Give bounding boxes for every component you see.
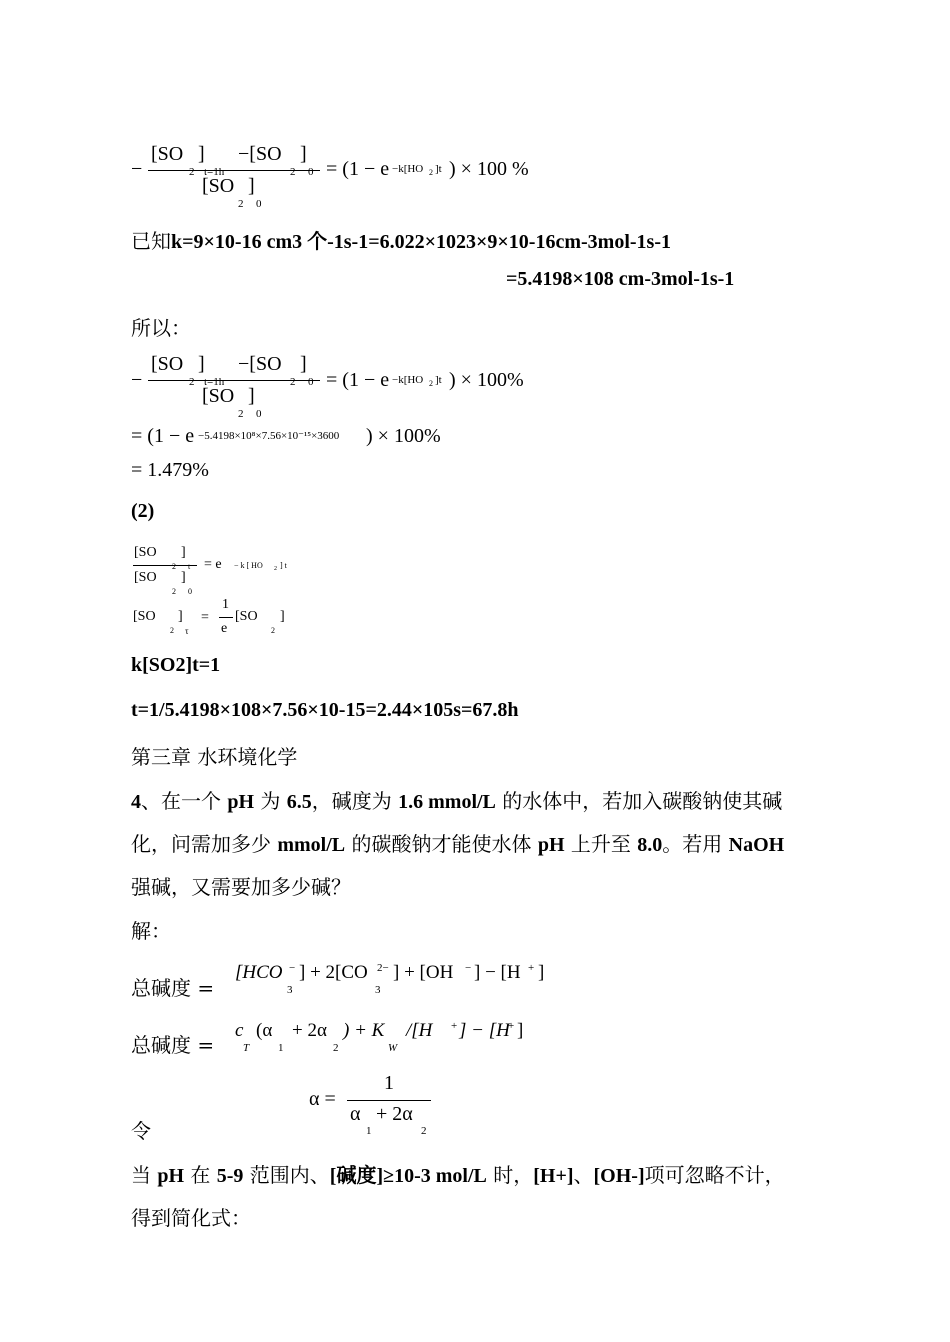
eq6-lhs-b: ]	[178, 609, 183, 624]
eq5-num-sub-t: t	[188, 562, 191, 571]
cond-l1-run: pH	[157, 1165, 185, 1187]
problem-l1-run: 6.5	[286, 791, 312, 813]
eq1-rhs-b: ) × 100 %	[449, 158, 529, 180]
eq5-rhs-exp-sub: 2	[274, 566, 277, 572]
cond-l1-run: 当	[131, 1163, 158, 1187]
alk2-p5: ] − [H	[459, 1020, 510, 1041]
known-text-2: =5.4198×108 cm-3mol-1s-1	[506, 268, 735, 290]
eq3-b: ) × 100%	[366, 425, 441, 447]
known-line	[131, 225, 671, 254]
alk1-a-sup: −	[289, 962, 296, 974]
eq2-rhs-exp-sub: 2	[429, 379, 433, 388]
alk1-c-sup: −	[465, 962, 472, 974]
problem-l2-run: NaOH	[728, 834, 785, 856]
eq1-minus: −	[131, 158, 143, 180]
condition-line-1	[131, 1159, 785, 1188]
eq6-lhs-a: [SO	[133, 609, 156, 624]
alk1-a: [HCO	[235, 962, 283, 983]
condition-line-2: 得到简化式：	[131, 1206, 251, 1230]
eq6-rhs-a: [SO	[235, 609, 258, 624]
alk2-p3: ) + K	[343, 1020, 385, 1041]
eq2-rhs-exp: −k[HO	[392, 374, 424, 386]
problem-l2-run: mmol/L	[277, 834, 346, 856]
cond-l1-run: 时，	[486, 1163, 534, 1187]
eq5-rhs-exp-t: ] t	[280, 561, 287, 570]
eq1-num-a: [SO	[151, 143, 184, 165]
eq2-sub-t1h: t=1h	[204, 376, 225, 388]
problem-l1-run: 、在一个	[141, 789, 228, 813]
alpha-lhs: α =	[309, 1088, 336, 1110]
eq6-rhs-sub-2: 2	[271, 626, 275, 635]
alk2-c: c	[235, 1020, 244, 1041]
cond-l1-run: 在	[184, 1163, 217, 1187]
line-k: k[SO2]t=1	[131, 654, 221, 676]
alk2-k-sub: W	[388, 1042, 398, 1054]
alpha-den-b: + 2α	[376, 1103, 413, 1125]
cond-l1-run: 范围内、	[243, 1163, 330, 1187]
alpha-fraction-line	[347, 1100, 431, 1101]
eq1-den-a: [SO	[202, 175, 235, 197]
problem-l1-run: ，碱度为	[311, 789, 399, 813]
alk2-p4-sup: +	[451, 1020, 458, 1032]
solution-label: 解：	[131, 919, 171, 943]
eq2-num-c: −[SO	[238, 353, 282, 375]
cond-l1-run: [H+]	[533, 1165, 574, 1187]
eq2-rhs-b: ) × 100%	[449, 369, 524, 391]
alk1-b-sup: 2−	[377, 962, 389, 974]
eq1-rhs-a: = (1 − e	[326, 158, 390, 180]
eq6-frac-den: e	[221, 621, 228, 636]
cond-l1-run: 项可忽略不计，	[644, 1163, 785, 1187]
eq2-sub-0a: 0	[308, 376, 314, 388]
problem-line-2	[131, 828, 784, 857]
alk1-e: ]	[538, 962, 545, 983]
problem-l1-run: 为	[254, 789, 287, 813]
alk2-p1: (α	[256, 1020, 273, 1041]
eq2-rhs-a: = (1 − e	[326, 369, 390, 391]
eq5-num-a: [SO	[134, 545, 157, 560]
line-t: t=1/5.4198×108×7.56×10-15=2.44×105s=67.8h	[131, 699, 519, 721]
alk2-p6: ]	[517, 1020, 524, 1041]
alk1-b-sub: 3	[375, 984, 381, 996]
problem-l1-run: 的水体中，若加入碳酸钠使其碱	[495, 789, 783, 813]
eq2-den-b: ]	[248, 385, 255, 407]
eq5-rhs: = e	[204, 557, 222, 572]
alk1-b: ] + 2[CO	[299, 962, 368, 983]
eq5-den-a: [SO	[134, 570, 157, 585]
eq2-den-a: [SO	[202, 385, 235, 407]
known-text: k=9×10-16 cm3 个-1s-1=6.022×1023×9×10-16cm-3mol-1s-1	[171, 231, 671, 253]
problem-l1-run: pH	[227, 791, 255, 813]
part-2-label: (2)	[131, 500, 155, 522]
eq6-fraction-line	[219, 617, 233, 618]
eq2-minus: −	[131, 369, 143, 391]
eq6-rhs-b: ]	[280, 609, 285, 624]
problem-l2-run: 。若用	[662, 832, 729, 856]
eq6-equals: =	[201, 610, 209, 625]
eq1-num-d: ]	[300, 143, 307, 165]
alk2-p5-sup: +	[508, 1020, 515, 1032]
eq1-rhs-exp-t: ]t	[435, 163, 442, 175]
eq2-den-sub-0: 0	[256, 408, 262, 420]
eq5-den-sub-2: 2	[172, 587, 176, 596]
cond-l1-run: [OH-]	[593, 1165, 645, 1187]
eq1-num-c: −[SO	[238, 143, 282, 165]
equation-4: = 1.479%	[131, 459, 209, 481]
alk2-p4: /[H	[406, 1020, 433, 1041]
known-prefix: 已知	[131, 229, 171, 253]
therefore-label: 所以：	[131, 316, 191, 340]
eq5-num-b: ]	[181, 545, 186, 560]
eq1-num-b: ]	[198, 143, 205, 165]
alk2-c-sub: T	[243, 1042, 250, 1054]
problem-l2-run: pH	[537, 834, 565, 856]
problem-l1-run: 1.6 mmol/L	[398, 791, 496, 813]
alk1-c: ] + [OH	[393, 962, 454, 983]
eq2-rhs-exp-t: ]t	[435, 374, 442, 386]
alk1-d: ] − [H	[474, 962, 521, 983]
eq2-num-a: [SO	[151, 353, 184, 375]
eq2-num-d: ]	[300, 353, 307, 375]
let-label: 令	[131, 1119, 151, 1143]
eq1-rhs-exp-sub: 2	[429, 168, 433, 177]
eq1-fraction-line	[148, 170, 320, 171]
cond-l1-run: 、	[573, 1163, 594, 1187]
alk2-p1-sub: 1	[278, 1042, 284, 1054]
alk2-label: 总碱度 =	[131, 1033, 215, 1057]
eq5-fraction-line	[133, 565, 197, 566]
chapter-heading: 第三章 水环境化学	[131, 745, 298, 769]
problem-l2-run: 上升至	[564, 832, 638, 856]
eq1-sub-t1h: t=1h	[204, 166, 225, 178]
eq5-den-b: ]	[181, 570, 186, 585]
eq3-exp: −5.4198×10⁸×7.56×10⁻¹⁵×3600	[198, 430, 340, 442]
eq6-lhs-sub-tau: τ	[185, 626, 189, 636]
eq2-num-b: ]	[198, 353, 205, 375]
eq5-num-sub-2: 2	[172, 562, 176, 571]
alpha-den-a: α	[350, 1103, 361, 1125]
problem-l2-run: 8.0	[637, 834, 663, 856]
eq1-den-b: ]	[248, 175, 255, 197]
eq1-sub-2a: 2	[189, 166, 195, 178]
eq1-den-sub-2: 2	[238, 198, 244, 210]
eq1-sub-2b: 2	[290, 166, 296, 178]
eq1-den-sub-0: 0	[256, 198, 262, 210]
eq2-den-sub-2: 2	[238, 408, 244, 420]
eq2-fraction-line	[148, 380, 320, 381]
eq2-sub-2a: 2	[189, 376, 195, 388]
problem-line-1	[131, 785, 782, 814]
eq3-a: = (1 − e	[131, 425, 195, 447]
cond-l1-run: [碱度]≥10-3 mol/L	[329, 1165, 487, 1187]
eq5-rhs-exp: − k [ HO	[234, 561, 263, 570]
problem-line-3: 强碱，又需要加多少碱？	[131, 875, 351, 899]
problem-l2-run: 的碳酸钠才能使水体	[345, 832, 538, 856]
alk1-a-sub: 3	[287, 984, 293, 996]
problem-l1-run: 4	[131, 791, 141, 813]
eq1-rhs-exp: −k[HO	[392, 163, 424, 175]
alk1-d-sup: +	[528, 962, 535, 974]
alpha-den-sub1: 1	[366, 1125, 372, 1137]
alpha-num: 1	[384, 1072, 394, 1094]
problem-l2-run: 化，问需加多少	[131, 832, 278, 856]
eq6-frac-num: 1	[222, 597, 229, 612]
eq5-den-sub-0: 0	[188, 587, 192, 596]
cond-l1-run: 5-9	[216, 1165, 244, 1187]
alpha-den-sub2: 2	[421, 1125, 427, 1137]
eq6-lhs-sub-2: 2	[170, 626, 174, 635]
eq1-sub-0a: 0	[308, 166, 314, 178]
alk2-p2: + 2α	[292, 1020, 327, 1041]
eq2-sub-2b: 2	[290, 376, 296, 388]
alk2-p2-sub: 2	[333, 1042, 339, 1054]
alk1-label: 总碱度 =	[131, 976, 215, 1000]
